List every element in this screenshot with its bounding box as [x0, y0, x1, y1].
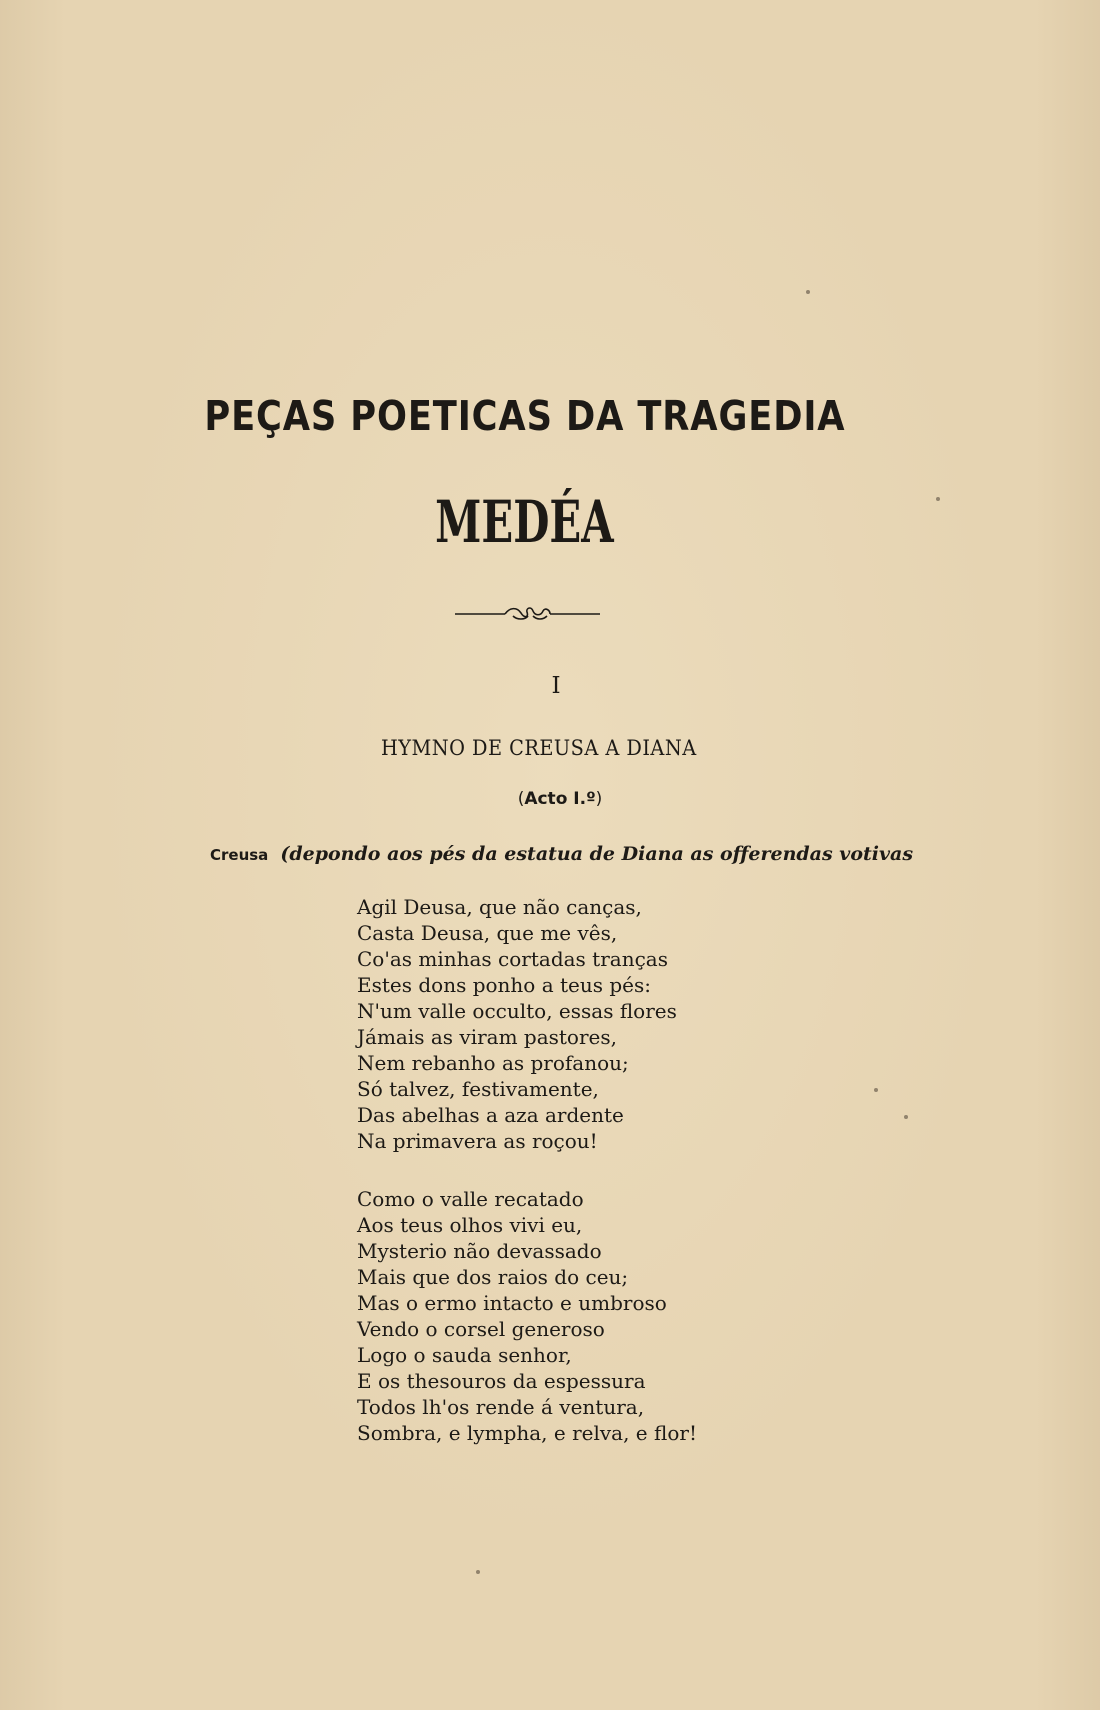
stanza-1 — [357, 894, 677, 1154]
scroll-flourish-icon — [455, 604, 600, 624]
act-label: Acto I.º — [524, 789, 596, 809]
verse-line: Na primavera as roçou! — [357, 1129, 598, 1153]
section-heading: HYMNO DE CREUSA A DIANA — [380, 736, 697, 760]
stanza-2 — [357, 1186, 697, 1446]
page-subtitle: MEDÉA — [435, 488, 614, 556]
paper-speck — [806, 290, 810, 294]
verse-line: Estes dons ponho a teus pés: — [357, 973, 652, 997]
verse-line: Mysterio não devassado — [357, 1239, 602, 1263]
verse-line: Como o valle recatado — [357, 1187, 584, 1211]
verse-line: Nem rebanho as profanou; — [357, 1051, 629, 1075]
stage-direction-line — [210, 843, 913, 865]
verse-line: Vendo o corsel generoso — [357, 1317, 605, 1341]
verse-line: Casta Deusa, que me vês, — [357, 921, 618, 945]
verse-line: Logo o sauda senhor, — [357, 1343, 572, 1367]
verse-line: Agil Deusa, que não canças, — [357, 895, 642, 919]
verse-line: Das abelhas a aza ardente — [357, 1103, 624, 1127]
stage-direction: (depondo aos pés da estatua de Diana as offerendas votivas — [280, 843, 914, 865]
page-title: PEÇAS POETICAS DA TRAGEDIA — [204, 392, 846, 440]
verse-line: Jámais as viram pastores, — [357, 1025, 617, 1049]
verse-line: Só talvez, festivamente, — [357, 1077, 599, 1101]
paper-speck — [476, 1570, 480, 1574]
verse-line: Todos lh'os rende á ventura, — [357, 1395, 645, 1419]
verse-line: N'um valle occulto, essas flores — [357, 999, 677, 1023]
verse-line: Aos teus olhos vivi eu, — [357, 1213, 583, 1237]
paper-speck — [904, 1115, 908, 1119]
act-close-paren: ) — [595, 789, 603, 809]
verse-line: Mais que dos raios do ceu; — [357, 1265, 629, 1289]
verse-line: Sombra, e lympha, e relva, e flor! — [357, 1421, 697, 1445]
act-reference — [10, 789, 1100, 809]
verse-line: Co'as minhas cortadas tranças — [357, 947, 668, 971]
paper-speck — [936, 497, 940, 501]
section-numeral: I — [551, 673, 561, 699]
paper-speck — [874, 1088, 878, 1092]
act-open-paren: ( — [517, 789, 525, 809]
verse-line: E os thesouros da espessura — [357, 1369, 646, 1393]
verse-line: Mas o ermo intacto e umbroso — [357, 1291, 667, 1315]
speaker-name: Creusa — [210, 846, 269, 864]
